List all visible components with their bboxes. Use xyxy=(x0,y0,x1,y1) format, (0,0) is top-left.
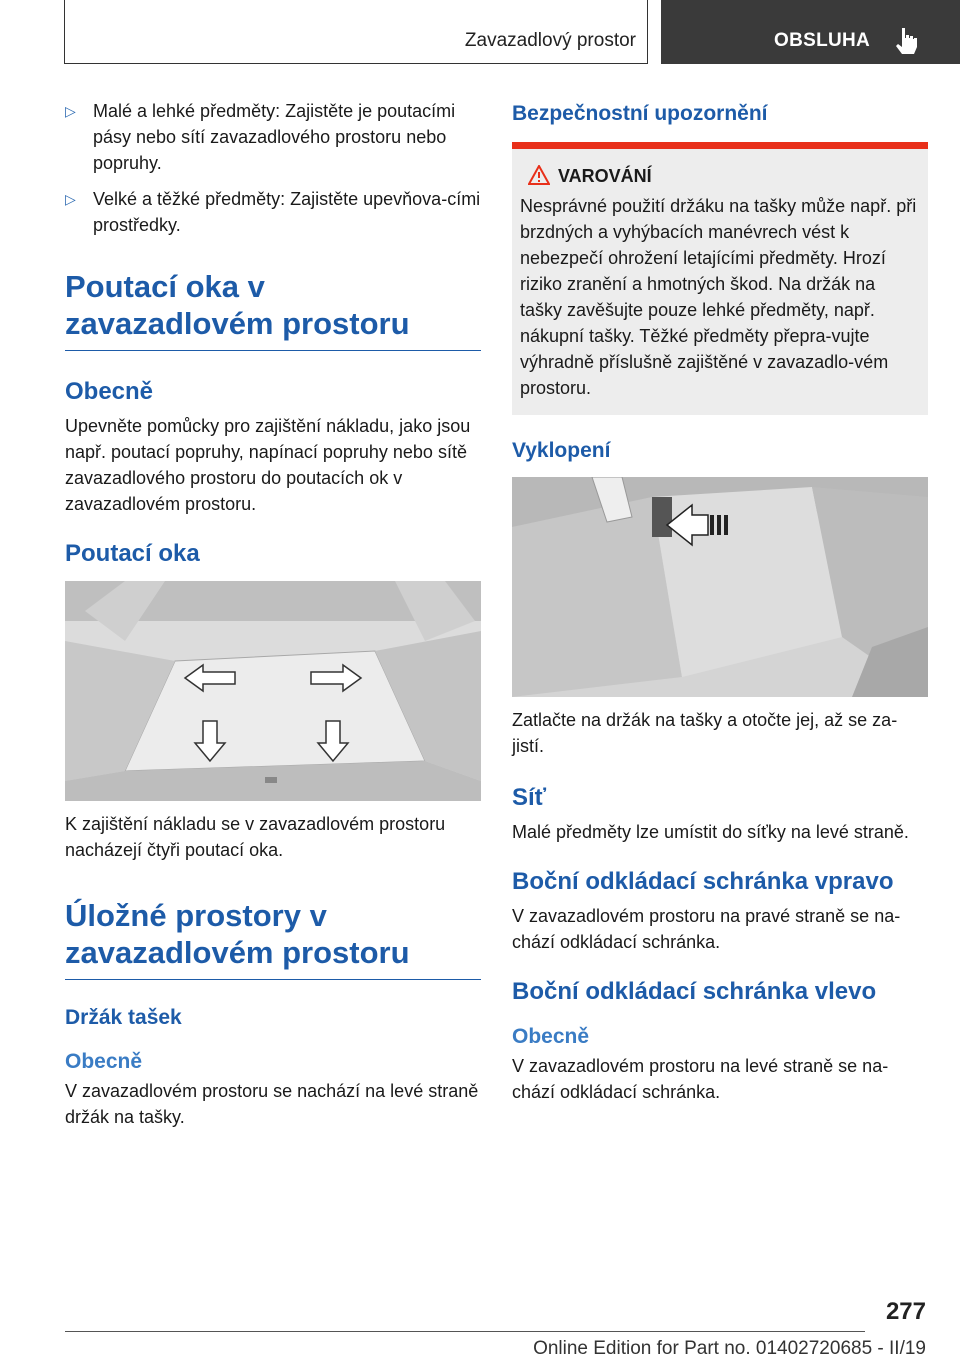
heading-tie-eyes: Poutací oka xyxy=(65,540,200,567)
heading-general-sub: Obecně xyxy=(65,1050,143,1073)
section-label: OBSLUHA xyxy=(774,30,871,51)
triangle-bullet-icon: ▷ xyxy=(65,103,76,119)
net-paragraph: Malé předměty lze umístit do síťky na levé straně. xyxy=(512,822,909,842)
warning-triangle-icon xyxy=(528,165,550,185)
tie-eyes-paragraph: K zajištění nákladu se v zavazadlovém prostoru nacházejí čtyři poutací oka. xyxy=(65,814,446,860)
fold-out-paragraph: Zatlačte na držák na tašky a otočte jej, až se za‐jistí. xyxy=(512,710,898,756)
warning-box xyxy=(512,142,928,415)
trunk-floor-image xyxy=(65,581,481,801)
heading-tie-down-eyes: Poutací oka v zavazadlovém prostoru xyxy=(65,268,481,351)
bag-holder-paragraph: V zavazadlovém prostoru se nachází na levé straně držák na tašky. xyxy=(65,1081,479,1127)
heading-general-sub: Obecně xyxy=(512,1025,590,1048)
heading-general: Obecně xyxy=(65,378,154,405)
bullet-item: ▷ Velké a těžké předměty: Zajistěte upevňova‐cími prostředky. xyxy=(65,186,481,238)
footer-divider xyxy=(65,1331,865,1332)
general-paragraph: Upevněte pomůcky pro zajištění nákladu, jako jsou např. poutací popruhy, napínací popruhy nebo sítě zavazadlového prostoru do poutacích ok v zavazadlovém prostoru. xyxy=(65,416,471,514)
right-compartment-paragraph: V zavazadlovém prostoru na pravé straně se na‐chází odkládací schránka. xyxy=(512,906,901,952)
bullet-item: ▷ Malé a lehké předměty: Zajistěte je poutacími pásy nebo sítí zavazadlového prostoru nebo popruhy. xyxy=(65,98,481,176)
heading-net: Síť xyxy=(512,784,547,811)
heading-fold-out: Vyklopení xyxy=(512,439,611,462)
triangle-bullet-icon: ▷ xyxy=(65,191,76,207)
warning-title: VAROVÁNÍ xyxy=(520,163,920,189)
page-number: 277 xyxy=(885,1298,926,1325)
heading-storage: Úložné prostory v zavazadlovém prostoru xyxy=(65,897,481,980)
heading-safety: Bezpečnostní upozornění xyxy=(512,102,768,125)
edition-note: Online Edition for Part no. 01402720685 - II/19 xyxy=(533,1338,926,1359)
heading-left-compartment: Boční odkládací schránka vlevo xyxy=(512,978,877,1005)
warning-text: Nesprávné použití držáku na tašky může např. při brzdných a vyhýbacích manévrech vést k nebezpečí ohrožení letajícími předměty. Hrozí riziko zranění a hmotných škod. Na držák na tašky zavěšujte pouze lehké předměty, např. nákupní tašky. Těžké předměty přepra‐vujte výhradně příslušně zajištěné v zavazadlo‐vém prostoru. xyxy=(520,196,917,398)
right-column xyxy=(512,98,928,1113)
left-column xyxy=(65,98,481,1138)
page-header xyxy=(0,0,960,66)
heading-bag-holder: Držák tašek xyxy=(65,1006,182,1029)
bag-holder-image xyxy=(512,477,928,697)
hand-pointer-icon xyxy=(893,26,919,54)
chapter-title: Zavazadlový prostor xyxy=(464,30,636,51)
left-compartment-paragraph: V zavazadlovém prostoru na levé straně se na‐chází odkládací schránka. xyxy=(512,1056,889,1102)
heading-right-compartment: Boční odkládací schránka vpravo xyxy=(512,868,894,895)
